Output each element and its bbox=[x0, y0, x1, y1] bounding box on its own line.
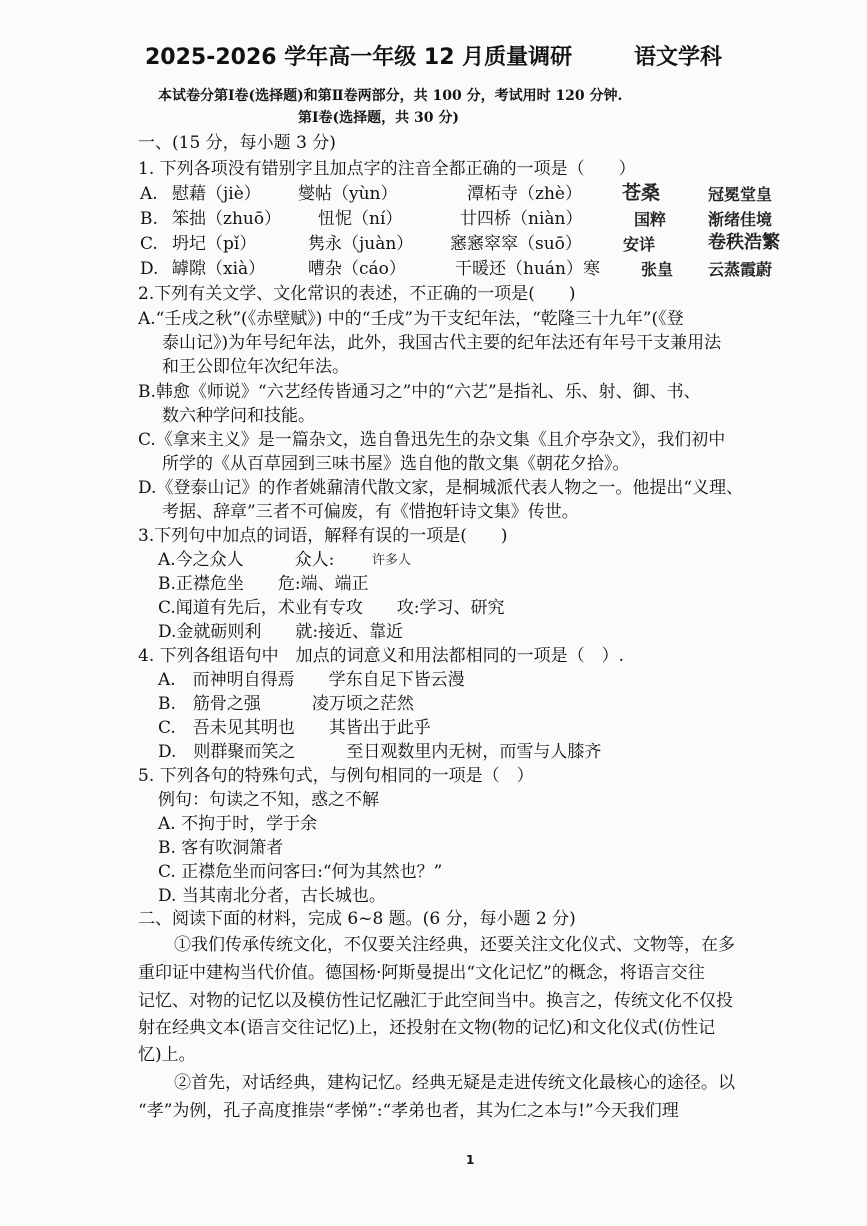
q2-option-b-cont: 数六种学问和技能。 bbox=[162, 406, 315, 426]
q1-stem: 1. 下列各项没有错别字且加点字的注音全都正确的一项是（ ） bbox=[138, 159, 636, 179]
passage-paragraph-1: ①我们传承传统文化，不仅要关注经典，还要关注文化仪式、文物等，在多 bbox=[174, 935, 735, 955]
q2-stem: 2.下列有关文学、文化常识的表述，不正确的一项是( ) bbox=[138, 284, 576, 304]
q1-d-word2: 嘈杂（cáo） bbox=[308, 259, 406, 279]
q2-option-a-cont: 和王公即位年次纪年法。 bbox=[162, 357, 349, 377]
q4-option-d: D. 则群聚而笑之 至日观数里内无树，而雪与人膝齐 bbox=[158, 742, 602, 762]
q2-option-a-cont: 泰山记》)为年号纪年法，此外，我国古代主要的纪年法还有年号干支兼用法 bbox=[162, 333, 722, 353]
q1-d-word3: 干暖还（huán）寒 bbox=[455, 259, 600, 279]
q5-option-d: D. 当其南北分者，古长城也。 bbox=[158, 886, 386, 906]
q5-stem: 5. 下列各句的特殊句式，与例句相同的一项是（ ） bbox=[138, 766, 534, 786]
q1-b-word1: 笨拙（zhuō） bbox=[172, 209, 282, 229]
q4-option-c: C. 吾未见其明也 其皆出于此乎 bbox=[158, 718, 431, 738]
q3-option-b: B.正襟危坐 危:端、端正 bbox=[158, 574, 369, 594]
q3-option-d: D.金就砺则利 就:接近、靠近 bbox=[158, 622, 404, 642]
passage-line: 射在经典文本(语言交往记忆)上，还投射在文物(物的记忆)和文化仪式(仿性记 bbox=[138, 1018, 716, 1038]
q1-c-word3: 窸窸窣窣（suō） bbox=[450, 234, 582, 254]
q1-c-handwritten2: 卷秩浩繁 bbox=[708, 232, 780, 253]
q1-b-handwritten2: 渐绪佳境 bbox=[708, 210, 773, 229]
q1-d-handwritten1: 张皇 bbox=[641, 260, 674, 279]
q1-a-handwritten1: 苍桑 bbox=[622, 182, 661, 204]
q5-option-b: B. 客有吹洞箫者 bbox=[158, 838, 284, 858]
exam-title: 2025-2026 学年高一年级 12 月质量调研 bbox=[145, 45, 573, 70]
page-number: 1 bbox=[466, 1153, 475, 1167]
q2-option-c: C.《拿来主义》是一篇杂文，选自鲁迅先生的杂文集《且介亭杂文》，我们初中 bbox=[138, 430, 726, 450]
q1-option-label: B. bbox=[140, 209, 158, 229]
passage-line: 忆)上。 bbox=[138, 1045, 196, 1065]
passage-paragraph-2: ②首先，对话经典，建构记忆。经典无疑是走进传统文化最核心的途径。以 bbox=[174, 1073, 735, 1093]
q3-stem: 3.下列句中加点的词语，解释有误的一项是( ) bbox=[138, 526, 508, 546]
q1-option-label: C. bbox=[140, 234, 158, 254]
q2-option-d: D.《登泰山记》的作者姚鼐清代散文家，是桐城派代表人物之一。他提出“义理、 bbox=[138, 478, 744, 498]
passage-line: “孝”为例，孔子高度推崇“孝悌”:“孝弟也者，其为仁之本与!”今天我们理 bbox=[138, 1101, 679, 1121]
q5-example: 例句：句读之不知，惑之不解 bbox=[158, 790, 379, 810]
q4-option-b: B. 筋骨之强 凌万顷之茫然 bbox=[158, 694, 414, 714]
q2-option-b: B.韩愈《师说》“六艺经传皆通习之”中的“六艺”是指礼、乐、射、御、书、 bbox=[138, 382, 701, 402]
q1-d-handwritten2: 云蒸霞蔚 bbox=[708, 260, 773, 279]
passage-line: 重印证中建构当代价值。德国杨·阿斯曼提出“文化记忆”的概念，将语言交往 bbox=[138, 963, 705, 983]
part1-heading: 第Ⅰ卷(选择题，共 30 分) bbox=[298, 110, 460, 126]
q5-option-a: A. 不拘于时，学于余 bbox=[158, 814, 318, 834]
q5-option-c: C. 正襟危坐而问客曰:“何为其然也？” bbox=[158, 862, 443, 882]
exam-subject: 语文学科 bbox=[634, 45, 723, 70]
q2-option-d-cont: 考据、辞章”三者不可偏废，有《惜抱轩诗文集》传世。 bbox=[162, 502, 579, 522]
q1-c-handwritten1: 安详 bbox=[623, 235, 656, 254]
q1-c-word1: 坍圮（pǐ） bbox=[172, 234, 257, 254]
q3-option-a-handwritten: 许多人 bbox=[372, 553, 412, 568]
q1-a-word1: 慰藉（jiè） bbox=[172, 184, 261, 204]
passage-line: 记忆、对物的记忆以及模仿性记忆融汇于此空间当中。换言之，传统文化不仅投 bbox=[138, 991, 733, 1011]
q3-option-a: A.今之众人 众人: bbox=[158, 550, 335, 570]
section2-heading: 二、阅读下面的材料，完成 6~8 题。(6 分，每小题 2 分) bbox=[138, 909, 576, 929]
q1-option-label: A. bbox=[140, 184, 158, 204]
q2-option-a: A.“壬戌之秋”(《赤壁赋》) 中的“壬戌”为干支纪年法，“乾隆三十九年”(《登 bbox=[138, 309, 684, 329]
q3-option-c: C.闻道有先后，术业有专攻 攻:学习、研究 bbox=[158, 598, 505, 618]
exam-instructions: 本试卷分第Ⅰ卷(选择题)和第Ⅱ卷两部分，共 100 分，考试用时 120 分钟. bbox=[158, 88, 623, 104]
q4-option-a: A. 而神明自得焉 学东自足下皆云漫 bbox=[158, 670, 465, 690]
q1-option-label: D. bbox=[140, 259, 159, 279]
q1-a-handwritten2: 冠冕堂皇 bbox=[708, 185, 773, 204]
q1-a-word2: 燮帖（yùn） bbox=[298, 184, 398, 204]
q2-option-c-cont: 所学的《从百草园到三味书屋》选自他的散文集《朝花夕拾》。 bbox=[162, 454, 630, 474]
q4-stem: 4. 下列各组语句中 加点的词意义和用法都相同的一项是（ ）. bbox=[138, 646, 625, 666]
section1-heading: 一、(15 分，每小题 3 分) bbox=[138, 133, 336, 153]
q1-c-word2: 隽永（juàn） bbox=[308, 234, 414, 254]
q1-a-word3: 潭柘寺（zhè） bbox=[467, 184, 582, 204]
q1-b-word3: 廿四桥（niàn） bbox=[460, 209, 583, 229]
q1-b-word2: 忸怩（ní） bbox=[318, 209, 403, 229]
q1-b-handwritten1: 国粹 bbox=[634, 210, 667, 229]
q1-d-word1: 罅隙（xià） bbox=[172, 259, 266, 279]
